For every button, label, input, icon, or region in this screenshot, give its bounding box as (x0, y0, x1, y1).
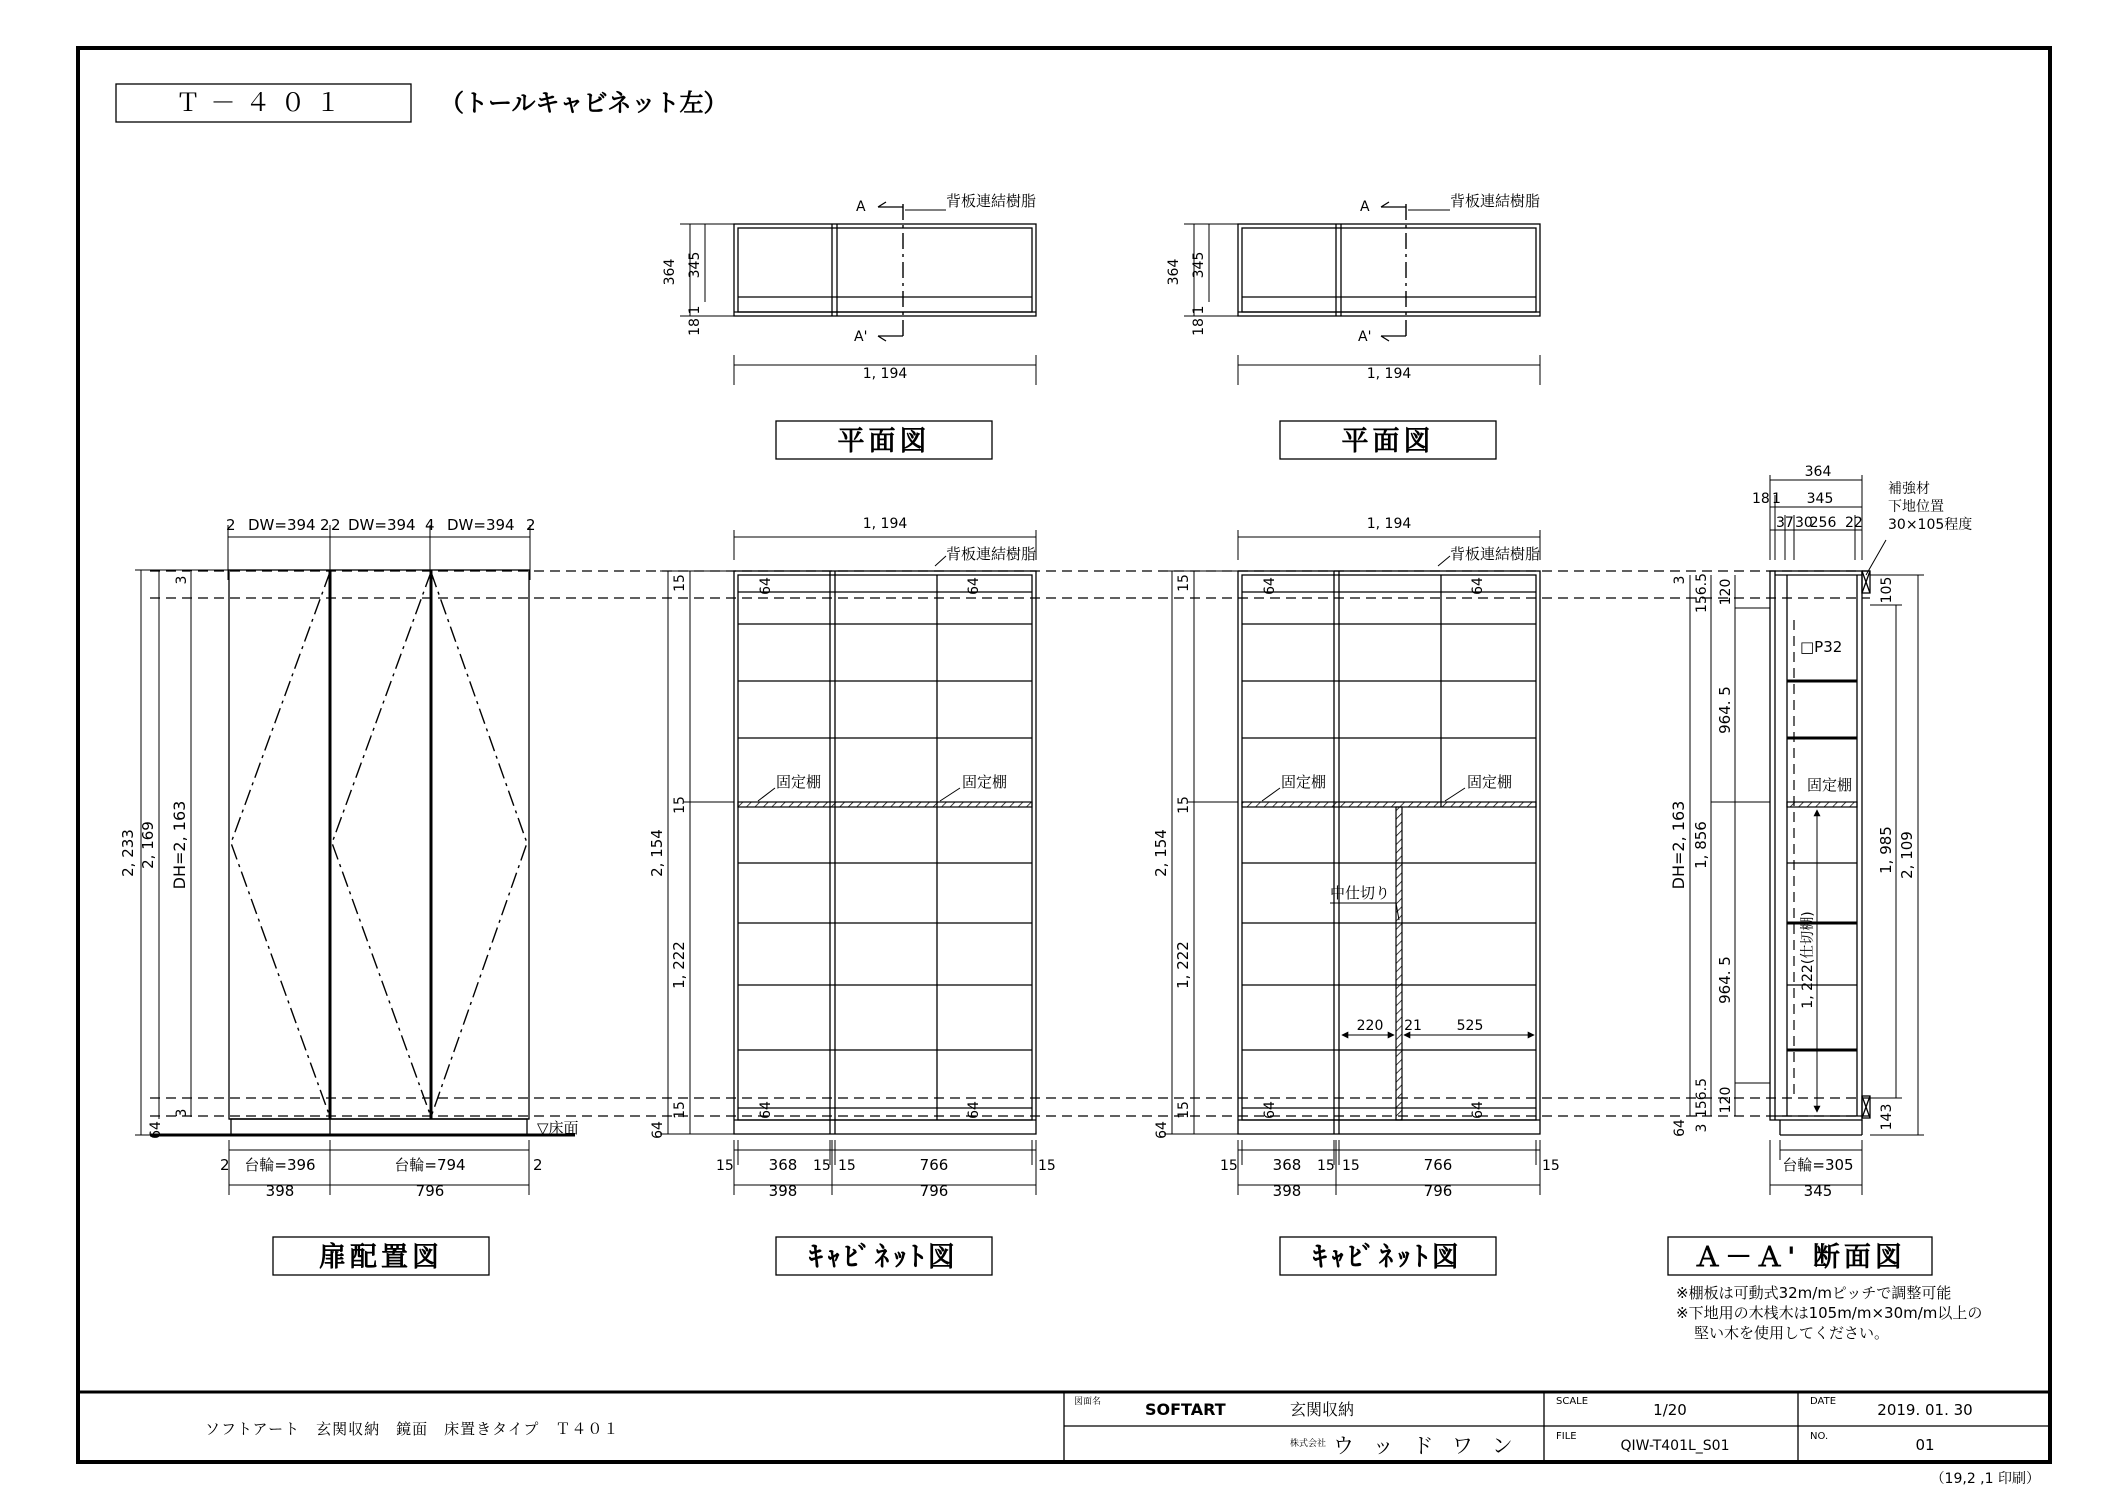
plan-1-dim-depth-total: 364 (662, 258, 678, 286)
section-inner-dim-3: 22 (1845, 515, 1863, 531)
door-bottom-edge-right: 2 (533, 1156, 543, 1174)
door-base-width-right: 台輪=794 (394, 1156, 466, 1174)
cab-2-dim-small-top-right: 64 (1470, 577, 1486, 595)
section-dim-inner-height: 1, 985 (1877, 826, 1895, 874)
section-reinforce-note-1: 下地位置 (1888, 499, 1944, 515)
plan-1-dim-width: 1, 194 (862, 366, 908, 382)
cab-2-bottom-dim-2: 15 (1317, 1158, 1335, 1174)
cab-1-width-left: 398 (768, 1182, 798, 1200)
cab-2-dim-top-board: 15 (1176, 574, 1192, 592)
door-base-width-left: 台輪=396 (244, 1156, 316, 1174)
cab-2-dim-width: 1, 194 (1366, 516, 1412, 532)
cab-2-inner-width-1: 21 (1404, 1018, 1422, 1034)
plan-1-dim-depth-body: 345 (687, 251, 703, 279)
plan-2-dim-depth-body: 345 (1191, 251, 1207, 279)
cab-2-dim-small-top-left: 64 (1262, 577, 1278, 595)
tb-print-note: （19,2 ,1 印刷） (1930, 1471, 2040, 1487)
tb-date-label: DATE (1810, 1396, 1837, 1407)
cab-1-fixed-shelf-left: 固定棚 (776, 773, 822, 791)
section-dim-outer-height: 2, 109 (1898, 831, 1916, 879)
tb-file-label: FILE (1556, 1431, 1577, 1442)
cab-2-partition-label: 中仕切り (1330, 884, 1391, 902)
plan-1-title: 平面図 (837, 426, 931, 457)
section-base-width: 台輪=305 (1782, 1156, 1854, 1174)
plan-2-dim-front: 1 (1191, 305, 1207, 315)
cab-1-width-right: 796 (919, 1182, 949, 1200)
cab-2-inner-width-0: 220 (1356, 1018, 1384, 1034)
plan-view-2 (1166, 192, 1540, 459)
section-note-0: ※棚板は可動式32m/mピッチで調整可能 (1676, 1284, 1952, 1302)
cab-2-bottom-dim-0: 15 (1220, 1158, 1238, 1174)
cabinet-view-1 (648, 516, 1056, 1275)
section-view (1668, 464, 1982, 1342)
cab-1-dim-small-top-right: 64 (966, 577, 982, 595)
section-adjustable-label: 1, 222(仕切棚) (1800, 911, 1816, 1009)
cab-2-fixed-shelf-right: 固定棚 (1467, 773, 1513, 791)
cab-1-fixed-shelf-right: 固定棚 (962, 773, 1008, 791)
plan-2-section-a: A (1360, 199, 1370, 215)
door-width-right: 796 (415, 1182, 445, 1200)
title-block (78, 1392, 2050, 1487)
cab-2-dim-plinth: 64 (1154, 1121, 1170, 1139)
section-pitch-label: □P32 (1800, 638, 1843, 656)
tb-no-label: NO. (1810, 1431, 1829, 1442)
tb-project-name: ソフトアート 玄関収納 鏡面 床置きタイプ Ｔ４０１ (205, 1420, 620, 1438)
door-top-dim-6: DW=394 (447, 516, 515, 534)
section-dim-top-reinforce: 105 (1879, 576, 1895, 604)
door-top-dim-0: 2 (226, 516, 236, 534)
cab-2-dim-bottom-board: 15 (1176, 1101, 1192, 1119)
section-dim-total: 364 (1804, 464, 1832, 480)
section-dim-top-small: 120 (1718, 578, 1734, 606)
cab-1-dim-top-board: 15 (672, 574, 688, 592)
section-dim-door-height: DH=2, 163 (1669, 800, 1688, 890)
cab-1-dim-lower-section: 1, 222 (670, 941, 688, 989)
cab-2-dim-fixed-shelf-board: 15 (1176, 796, 1192, 814)
section-dim-front: 1 (1772, 491, 1781, 507)
cab-1-title: ｷｬﾋﾞﾈｯﾄ図 (809, 1242, 959, 1273)
cab-1-bottom-dim-5: 15 (1038, 1158, 1056, 1174)
section-inner-dim-2: 256 (1809, 515, 1837, 531)
section-dim-body: 345 (1806, 491, 1834, 507)
cab-2-back-note: 背板連結樹脂 (1450, 545, 1541, 563)
section-reinforce-note-0: 補強材 (1888, 481, 1930, 497)
header (116, 84, 728, 122)
door-dim-plinth: 64 (148, 1121, 164, 1139)
plan-2-section-a-prime: A' (1358, 329, 1372, 345)
section-dim-upper-half: 964. 5 (1716, 686, 1734, 734)
cab-1-bottom-dim-1: 368 (768, 1156, 798, 1174)
cab-1-dim-height: 2, 154 (648, 829, 666, 877)
plan-1-dim-front: 1 (687, 305, 703, 315)
cab-2-fixed-shelf-left: 固定棚 (1281, 773, 1327, 791)
plan-1-section-a-prime: A' (854, 329, 868, 345)
door-top-dim-1: DW=394 (248, 516, 316, 534)
cab-1-bottom-dim-0: 15 (716, 1158, 734, 1174)
section-dim-lower-gap: 156.5 (1694, 1077, 1710, 1119)
cab-2-width-left: 398 (1272, 1182, 1302, 1200)
section-dim-bottom-reinforce: 143 (1879, 1103, 1895, 1131)
model-code: Ｔ－４０１ (175, 88, 351, 117)
plan-2-dim-back: 18 (1191, 318, 1207, 336)
section-reinforce-note-2: 30×105程度 (1888, 517, 1973, 533)
tb-no: 01 (1915, 1436, 1935, 1454)
cab-2-bottom-dim-3: 15 (1342, 1158, 1360, 1174)
door-dim-total-height: 2, 233 (119, 829, 137, 877)
cab-2-dim-small-bottom-right: 64 (1470, 1101, 1486, 1119)
tb-brand: SOFTART (1145, 1400, 1226, 1419)
cab-2-width-right: 796 (1423, 1182, 1453, 1200)
cab-1-dim-small-top-left: 64 (758, 577, 774, 595)
alignment-guides (150, 571, 1870, 1119)
plan-1-back-note: 背板連結樹脂 (946, 192, 1037, 210)
tb-scale: 1/20 (1653, 1401, 1687, 1419)
door-dim-body-height: 2, 169 (139, 821, 157, 869)
cab-2-bottom-dim-4: 766 (1423, 1156, 1453, 1174)
cab-1-dim-small-bottom-right: 64 (966, 1101, 982, 1119)
cab-1-dim-small-bottom-left: 64 (758, 1101, 774, 1119)
plan-2-title: 平面図 (1341, 426, 1435, 457)
door-top-dim-7: 2 (526, 516, 536, 534)
section-note-2: 堅い木を使用してください。 (1694, 1324, 1890, 1342)
section-dim-bottom-small: 120 (1718, 1086, 1734, 1114)
plan-view-1 (662, 192, 1036, 459)
cab-2-dim-height: 2, 154 (1152, 829, 1170, 877)
section-dim-bottom-64: 64 (1672, 1119, 1688, 1137)
door-top-dim-2: 2 (320, 516, 330, 534)
section-dim-top-clear: 3 (1672, 575, 1688, 585)
door-top-dim-3: 2 (331, 516, 341, 534)
section-dim-upper-gap: 156.5 (1694, 572, 1710, 614)
tb-date: 2019. 01. 30 (1877, 1401, 1973, 1419)
door-view-title: 扉配置図 (319, 1242, 443, 1273)
section-dim-bottom-3: 3 (1694, 1123, 1710, 1133)
door-dim-bottom-gap: 3 (174, 1108, 190, 1118)
model-name: （トールキャビネット左） (440, 89, 728, 117)
cab-1-dim-width: 1, 194 (862, 516, 908, 532)
cab-1-bottom-dim-3: 15 (838, 1158, 856, 1174)
cabinet-view-2 (1152, 516, 1560, 1275)
cab-2-bottom-dim-1: 368 (1272, 1156, 1302, 1174)
section-dim-lower-half: 964. 5 (1716, 956, 1734, 1004)
door-layout-view (119, 516, 579, 1275)
cab-1-back-note: 背板連結樹脂 (946, 545, 1037, 563)
cab-2-dim-lower-section: 1, 222 (1174, 941, 1192, 989)
plan-2-dim-width: 1, 194 (1366, 366, 1412, 382)
tb-scale-label: SCALE (1556, 1396, 1589, 1407)
door-dim-door-height: DH=2, 163 (170, 800, 189, 890)
section-dim-body-inner: 1, 856 (1692, 821, 1710, 869)
plan-2-dim-depth-total: 364 (1166, 258, 1182, 286)
cab-1-dim-plinth: 64 (650, 1121, 666, 1139)
plan-1-dim-back: 18 (687, 318, 703, 336)
section-inner-dim-1: 30 (1795, 515, 1813, 531)
floor-label: ▽床面 (537, 1119, 579, 1137)
tb-file: QIW-T401L_S01 (1620, 1438, 1730, 1454)
section-dim-back: 18 (1752, 491, 1770, 507)
tb-company: ウ ッ ド ワ ン (1333, 1434, 1519, 1458)
plan-1-section-a: A (856, 199, 866, 215)
cab-1-dim-fixed-shelf-board: 15 (672, 796, 688, 814)
section-note-1: ※下地用の木桟木は105m/m×30m/m以上の (1676, 1304, 1983, 1322)
section-title: Ａ－Ａ' 断面図 (1694, 1242, 1906, 1273)
cab-1-dim-bottom-board: 15 (672, 1101, 688, 1119)
tb-company-label: 株式会社 (1290, 1439, 1327, 1449)
section-inner-dim-0: 37 (1776, 515, 1794, 531)
cab-2-inner-width-2: 525 (1456, 1018, 1484, 1034)
tb-drawing-label: 図面名 (1074, 1397, 1102, 1407)
cab-2-title: ｷｬﾋﾞﾈｯﾄ図 (1313, 1242, 1463, 1273)
door-bottom-edge-left: 2 (220, 1156, 230, 1174)
door-top-dim-5: 4 (425, 516, 435, 534)
cab-1-bottom-dim-4: 766 (919, 1156, 949, 1174)
door-top-dim-4: DW=394 (348, 516, 416, 534)
cab-2-dim-small-bottom-left: 64 (1262, 1101, 1278, 1119)
cab-1-bottom-dim-2: 15 (813, 1158, 831, 1174)
plan-2-back-note: 背板連結樹脂 (1450, 192, 1541, 210)
cab-2-bottom-dim-5: 15 (1542, 1158, 1560, 1174)
tb-drawing-name: 玄関収納 (1290, 1400, 1355, 1419)
door-width-left: 398 (265, 1182, 295, 1200)
cab-2-partition (1396, 807, 1402, 1120)
door-dim-top-gap: 3 (174, 575, 190, 585)
section-width: 345 (1803, 1182, 1833, 1200)
section-fixed-shelf-label: 固定棚 (1807, 776, 1853, 794)
